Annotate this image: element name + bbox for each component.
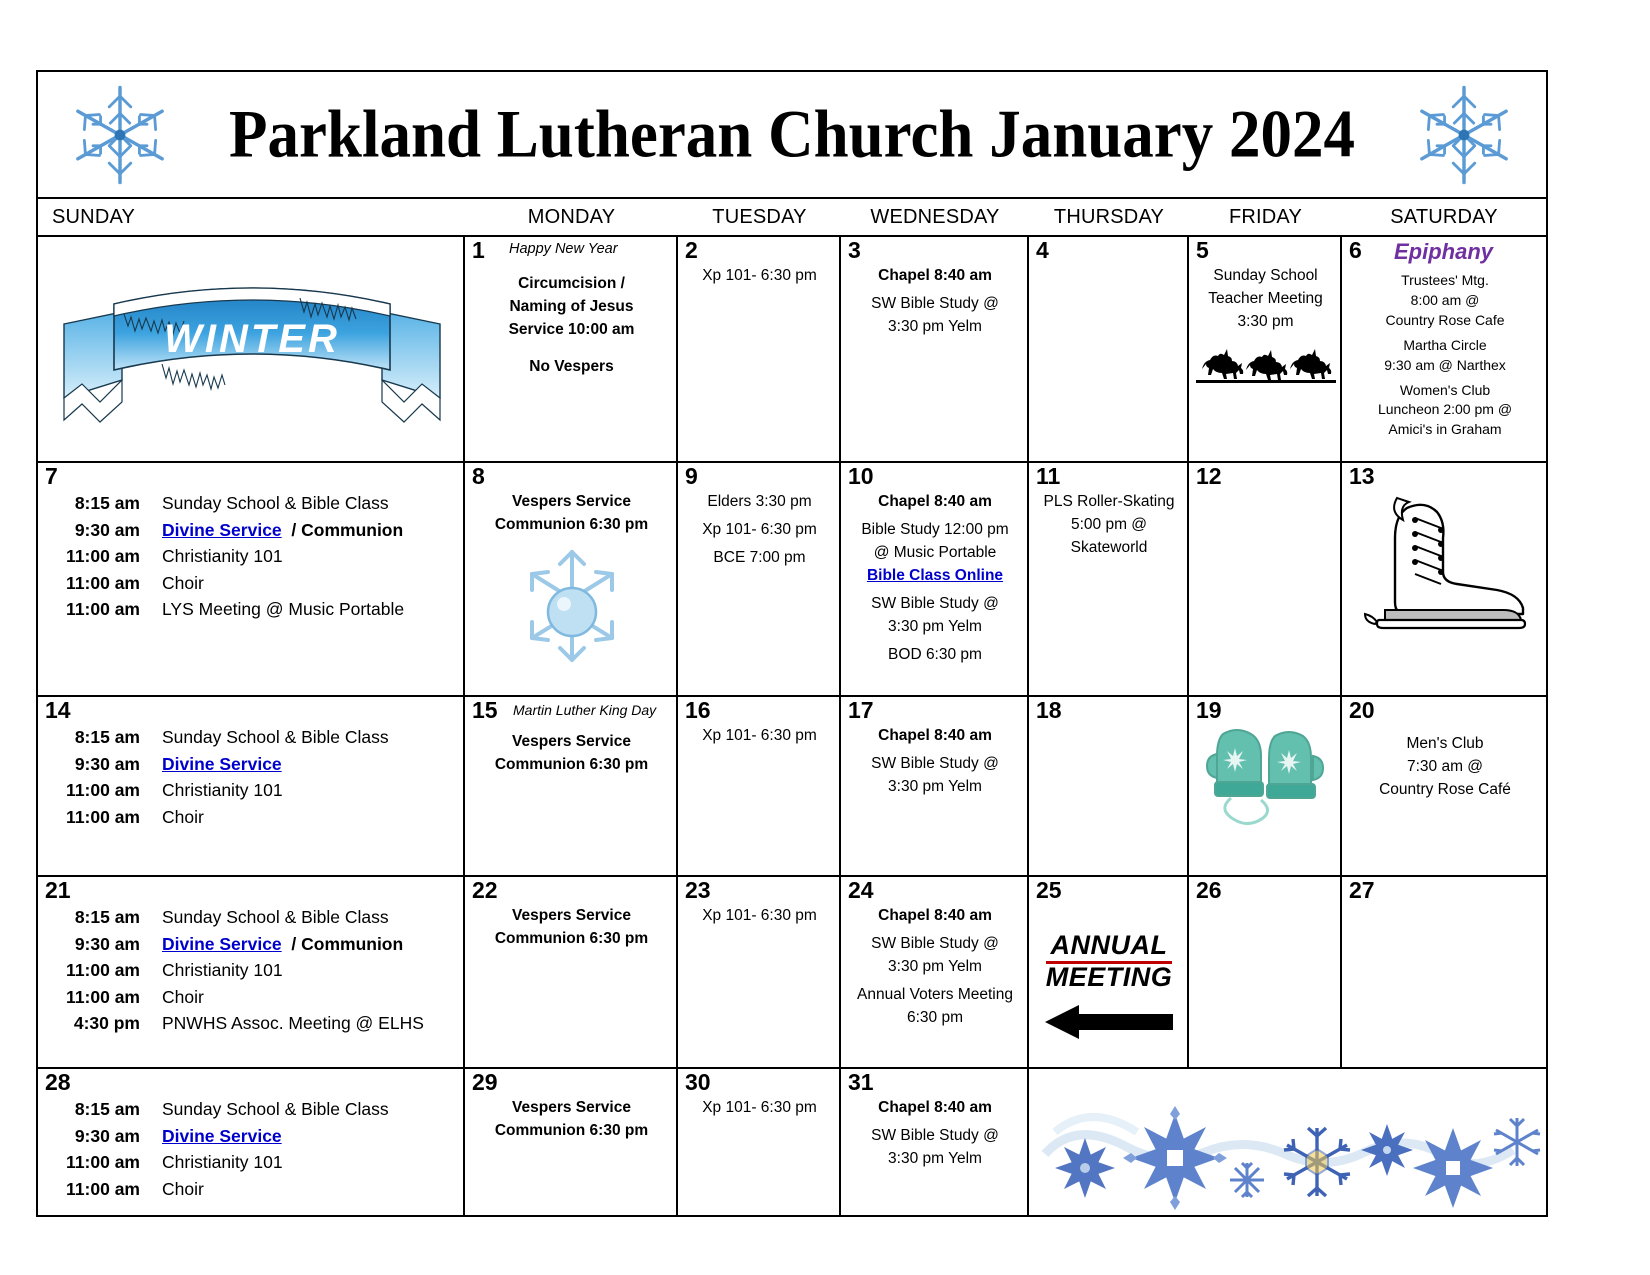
divine-service-link[interactable]: Divine Service — [162, 519, 282, 540]
schedule-row — [44, 1123, 459, 1150]
event-item: 3:30 pm Yelm — [888, 617, 982, 635]
snowflake-icon — [66, 81, 174, 189]
mittens-icon — [1201, 712, 1331, 832]
day-number: 4 — [1036, 237, 1049, 263]
day-cell-26[interactable] — [1189, 877, 1342, 1067]
schedule-time: 11:00 am — [66, 806, 140, 827]
day-cell-11[interactable] — [1029, 463, 1189, 695]
day-cell-17[interactable] — [841, 697, 1029, 875]
day-cell-8[interactable] — [465, 463, 678, 695]
day-number: 12 — [1196, 463, 1222, 489]
divine-service-link[interactable]: Divine Service — [162, 753, 282, 774]
event-item: 5:00 pm @ — [1070, 515, 1148, 533]
schedule-desc: Choir — [162, 986, 204, 1007]
day-number: 26 — [1196, 877, 1222, 903]
week-row — [38, 1069, 1546, 1215]
weekday-header-friday: FRIDAY — [1228, 205, 1303, 228]
day-cell-28[interactable] — [38, 1069, 465, 1215]
week-row — [38, 697, 1546, 877]
event-item: Men's Club — [1406, 735, 1484, 752]
schedule-row — [44, 804, 459, 831]
annual-meeting-line1: ANNUAL — [1046, 932, 1173, 964]
snowflake-border-image — [1035, 1080, 1545, 1210]
day-number: 11 — [1036, 463, 1061, 489]
schedule-time: 11:00 am — [66, 1178, 140, 1199]
event-item: SW Bible Study @ — [871, 594, 999, 612]
ice-skate-icon — [1355, 490, 1535, 640]
snowflake-icon — [1410, 81, 1518, 189]
day-cell-2[interactable] — [678, 237, 841, 461]
event-item: Xp 101- 6:30 pm — [702, 267, 817, 284]
schedule-row — [44, 1010, 459, 1037]
schedule-time: 11:00 am — [66, 546, 140, 567]
event-item: @ Music Portable — [873, 543, 997, 561]
event-item: Xp 101- 6:30 pm — [702, 907, 817, 924]
day-cell-4[interactable] — [1029, 237, 1189, 461]
day-cell-7[interactable] — [38, 463, 465, 695]
schedule-time: 11:00 am — [66, 1152, 140, 1173]
event-item: 3:30 pm Yelm — [888, 777, 982, 795]
schedule-time: 11:00 am — [66, 780, 140, 801]
event-item: Chapel 8:40 am — [878, 1099, 992, 1116]
schedule-row — [44, 1176, 459, 1203]
schedule-desc: PNWHS Assoc. Meeting @ ELHS — [162, 1013, 424, 1034]
day-cell-12[interactable] — [1189, 463, 1342, 695]
schedule-time: 11:00 am — [66, 599, 140, 620]
schedule-list — [44, 490, 459, 623]
holiday-label: Epiphany — [1394, 239, 1494, 264]
schedule-row — [44, 543, 459, 570]
day-number: 31 — [848, 1069, 874, 1095]
week-row — [38, 463, 1546, 697]
day-number: 20 — [1349, 697, 1375, 723]
snowflake-ornament-icon — [502, 538, 642, 668]
event-item: SW Bible Study @ — [871, 294, 999, 312]
schedule-time: 9:30 am — [74, 933, 140, 954]
event-item: Women's Club — [1399, 381, 1491, 398]
schedule-desc — [162, 931, 403, 958]
schedule-list — [44, 904, 459, 1037]
day-cell-19[interactable] — [1189, 697, 1342, 875]
day-cell-31[interactable] — [841, 1069, 1029, 1215]
event-item: 8:00 am @ — [1410, 291, 1480, 308]
day-cell-9[interactable] — [678, 463, 841, 695]
schedule-row — [44, 570, 459, 597]
day-number: 17 — [848, 697, 874, 723]
event-item: 7:30 am @ — [1406, 757, 1484, 775]
event-item: Communion 6:30 pm — [494, 1121, 649, 1139]
event-item: Amici's in Graham — [1388, 421, 1502, 438]
day-number: 18 — [1036, 697, 1062, 723]
schedule-time: 11:00 am — [66, 572, 140, 593]
event-item: BCE 7:00 pm — [713, 548, 806, 566]
day-cell-21[interactable] — [38, 877, 465, 1067]
divine-service-link[interactable]: Divine Service — [162, 933, 282, 954]
day-number: 22 — [472, 877, 498, 903]
event-item: Chapel 8:40 am — [878, 907, 992, 924]
event-item: Communion 6:30 pm — [494, 755, 649, 773]
schedule-desc: Sunday School & Bible Class — [162, 727, 389, 747]
event-item: Vespers Service — [512, 493, 631, 510]
event-item: Sunday School — [1213, 267, 1318, 284]
calendar-footer-decoration-cell — [1029, 1069, 1546, 1215]
day-number: 10 — [848, 463, 874, 489]
schedule-time: 8:15 am — [74, 1099, 140, 1119]
schedule-row — [44, 904, 459, 931]
schedule-desc: Christianity 101 — [162, 546, 283, 567]
schedule-desc: Sunday School & Bible Class — [162, 907, 389, 927]
day-cell-16[interactable] — [678, 697, 841, 875]
event-item: Chapel 8:40 am — [878, 727, 992, 744]
schedule-time: 8:15 am — [74, 727, 140, 747]
event-item: Elders 3:30 pm — [707, 493, 812, 510]
schedule-desc — [162, 517, 403, 544]
day-number: 1 — [472, 237, 485, 263]
schedule-row — [44, 1149, 459, 1176]
event-item: Annual Voters Meeting — [857, 985, 1013, 1003]
event-item: 3:30 pm Yelm — [888, 957, 982, 975]
week-row — [38, 877, 1546, 1069]
day-cell-15[interactable] — [465, 697, 678, 875]
schedule-row — [44, 984, 459, 1011]
event-item: 6:30 pm — [906, 1008, 963, 1026]
event-item: Xp 101- 6:30 pm — [702, 727, 817, 744]
day-number: 14 — [45, 697, 71, 723]
event-item: Xp 101- 6:30 pm — [702, 520, 817, 538]
day-cell-22[interactable] — [465, 877, 678, 1067]
schedule-desc: Christianity 101 — [162, 1152, 283, 1173]
schedule-time: 8:15 am — [74, 907, 140, 927]
event-item: Communion 6:30 pm — [494, 929, 649, 947]
schedule-desc: LYS Meeting @ Music Portable — [162, 599, 405, 620]
event-item: Vespers Service — [512, 1099, 631, 1116]
day-number: 8 — [472, 463, 485, 489]
schedule-desc: Choir — [162, 572, 204, 593]
day-cell-25[interactable] — [1029, 877, 1189, 1067]
day-number: 5 — [1196, 237, 1209, 263]
event-item: Skateworld — [1070, 538, 1148, 556]
schedule-desc: Choir — [162, 806, 204, 827]
schedule-time: 11:00 am — [66, 960, 140, 981]
schedule-row — [44, 931, 459, 958]
schedule-row — [44, 490, 459, 517]
event-item: Country Rose Café — [1379, 780, 1511, 798]
weekday-header-row — [38, 199, 1546, 237]
schedule-time: 11:00 am — [66, 986, 140, 1007]
schedule-time: 4:30 pm — [73, 1013, 140, 1034]
day-cell-1[interactable] — [465, 237, 678, 461]
schedule-row — [44, 751, 459, 778]
calendar-table — [36, 70, 1548, 1217]
schedule-row — [44, 1096, 459, 1123]
calendar-title-bar — [38, 72, 1546, 199]
day-cell-14[interactable] — [38, 697, 465, 875]
event-item: Martha Circle — [1403, 336, 1487, 353]
day-cell-23[interactable] — [678, 877, 841, 1067]
weekday-header-thursday: THURSDAY — [1053, 205, 1165, 228]
day-number: 3 — [848, 237, 861, 263]
schedule-row — [44, 777, 459, 804]
schedule-row — [44, 957, 459, 984]
day-cell-5[interactable] — [1189, 237, 1342, 461]
weekday-header-sunday: SUNDAY — [52, 205, 136, 228]
schedule-suffix: / Communion — [291, 519, 404, 540]
day-cell-13[interactable] — [1342, 463, 1546, 695]
day-number: 15 — [472, 697, 498, 723]
day-cell-10[interactable] — [841, 463, 1029, 695]
day-note: Happy New Year — [509, 241, 618, 257]
event-item: Vespers Service — [512, 907, 631, 924]
event-item: Bible Study 12:00 pm — [861, 520, 1009, 538]
day-number: 9 — [685, 463, 698, 489]
schedule-desc — [162, 1123, 282, 1150]
day-number: 28 — [45, 1069, 71, 1095]
day-cell-3[interactable] — [841, 237, 1029, 461]
weekday-header-saturday: SATURDAY — [1390, 205, 1498, 228]
schedule-suffix: / Communion — [291, 933, 404, 954]
day-note: Martin Luther King Day — [513, 702, 657, 718]
day-cell-30[interactable] — [678, 1069, 841, 1215]
schedule-time: 8:15 am — [74, 493, 140, 513]
day-number: 16 — [685, 697, 711, 723]
bible-class-online-link[interactable]: Bible Class Online — [866, 566, 1004, 584]
schedule-desc: Sunday School & Bible Class — [162, 1099, 389, 1119]
day-cell-18[interactable] — [1029, 697, 1189, 875]
event-item: BOD 6:30 pm — [888, 645, 982, 663]
day-number: 2 — [685, 237, 698, 263]
schedule-desc — [162, 751, 282, 778]
schedule-desc: Christianity 101 — [162, 960, 283, 981]
day-cell-6[interactable] — [1342, 237, 1546, 461]
day-number: 13 — [1349, 463, 1375, 489]
schedule-row — [44, 596, 459, 623]
event-item: Circumcision / — [518, 275, 625, 292]
weekday-header-wednesday: WEDNESDAY — [870, 205, 1000, 228]
day-number: 29 — [472, 1069, 498, 1095]
event-item: No Vespers — [529, 357, 614, 375]
day-number: 23 — [685, 877, 711, 903]
schedule-time: 9:30 am — [74, 1125, 140, 1146]
three-wise-men-camels-icon — [1196, 339, 1336, 385]
day-number: 27 — [1349, 877, 1375, 903]
day-number: 21 — [45, 877, 71, 903]
event-item: Naming of Jesus — [509, 297, 634, 315]
winter-banner-label: WINTER — [163, 317, 340, 361]
event-item: Country Rose Cafe — [1385, 311, 1505, 328]
schedule-list — [44, 1096, 459, 1202]
winter-banner-image — [52, 252, 452, 442]
day-number: 19 — [1196, 697, 1222, 723]
day-cell-20[interactable] — [1342, 697, 1546, 875]
event-item: 3:30 pm — [1237, 312, 1294, 330]
event-item: Teacher Meeting — [1208, 289, 1323, 307]
event-item: Chapel 8:40 am — [878, 493, 992, 510]
event-item: SW Bible Study @ — [871, 754, 999, 772]
annual-meeting-line2: MEETING — [1045, 961, 1173, 992]
event-item: Luncheon 2:00 pm @ — [1377, 401, 1513, 418]
event-item: SW Bible Study @ — [871, 934, 999, 952]
event-item: Vespers Service — [512, 733, 631, 750]
event-item: Trustees' Mtg. — [1401, 272, 1489, 288]
day-number: 7 — [45, 463, 58, 489]
schedule-desc: Sunday School & Bible Class — [162, 493, 389, 513]
divine-service-link[interactable]: Divine Service — [162, 1125, 282, 1146]
schedule-desc: Christianity 101 — [162, 780, 283, 801]
day-cell-24[interactable] — [841, 877, 1029, 1067]
day-number: 25 — [1036, 877, 1062, 903]
left-arrow-icon — [1045, 1005, 1173, 1039]
schedule-row — [44, 724, 459, 751]
event-item: Chapel 8:40 am — [878, 267, 992, 284]
event-item: PLS Roller-Skating — [1043, 493, 1175, 510]
schedule-row — [44, 517, 459, 544]
day-number: 24 — [848, 877, 874, 903]
weekday-header-monday: MONDAY — [527, 205, 616, 228]
schedule-desc: Choir — [162, 1178, 204, 1199]
schedule-time: 9:30 am — [74, 753, 140, 774]
event-item: Xp 101- 6:30 pm — [702, 1099, 817, 1116]
event-item: Service 10:00 am — [508, 320, 635, 338]
annual-meeting-graphic — [1035, 932, 1183, 1044]
event-item: 9:30 am @ Narthex — [1384, 356, 1506, 373]
event-item: Communion 6:30 pm — [494, 515, 649, 533]
day-number: 6 — [1349, 237, 1362, 263]
day-cell-29[interactable] — [465, 1069, 678, 1215]
event-item: SW Bible Study @ — [871, 1126, 999, 1144]
day-number: 30 — [685, 1069, 711, 1095]
event-item: 3:30 pm Yelm — [888, 317, 982, 335]
weekday-header-tuesday: TUESDAY — [712, 205, 807, 228]
schedule-list — [44, 724, 459, 830]
schedule-time: 9:30 am — [74, 519, 140, 540]
day-cell-empty — [38, 237, 465, 461]
week-row — [38, 237, 1546, 463]
event-item: 3:30 pm Yelm — [888, 1149, 982, 1167]
day-cell-27[interactable] — [1342, 877, 1546, 1067]
page-title: Parkland Lutheran Church January 2024 — [228, 96, 1356, 172]
